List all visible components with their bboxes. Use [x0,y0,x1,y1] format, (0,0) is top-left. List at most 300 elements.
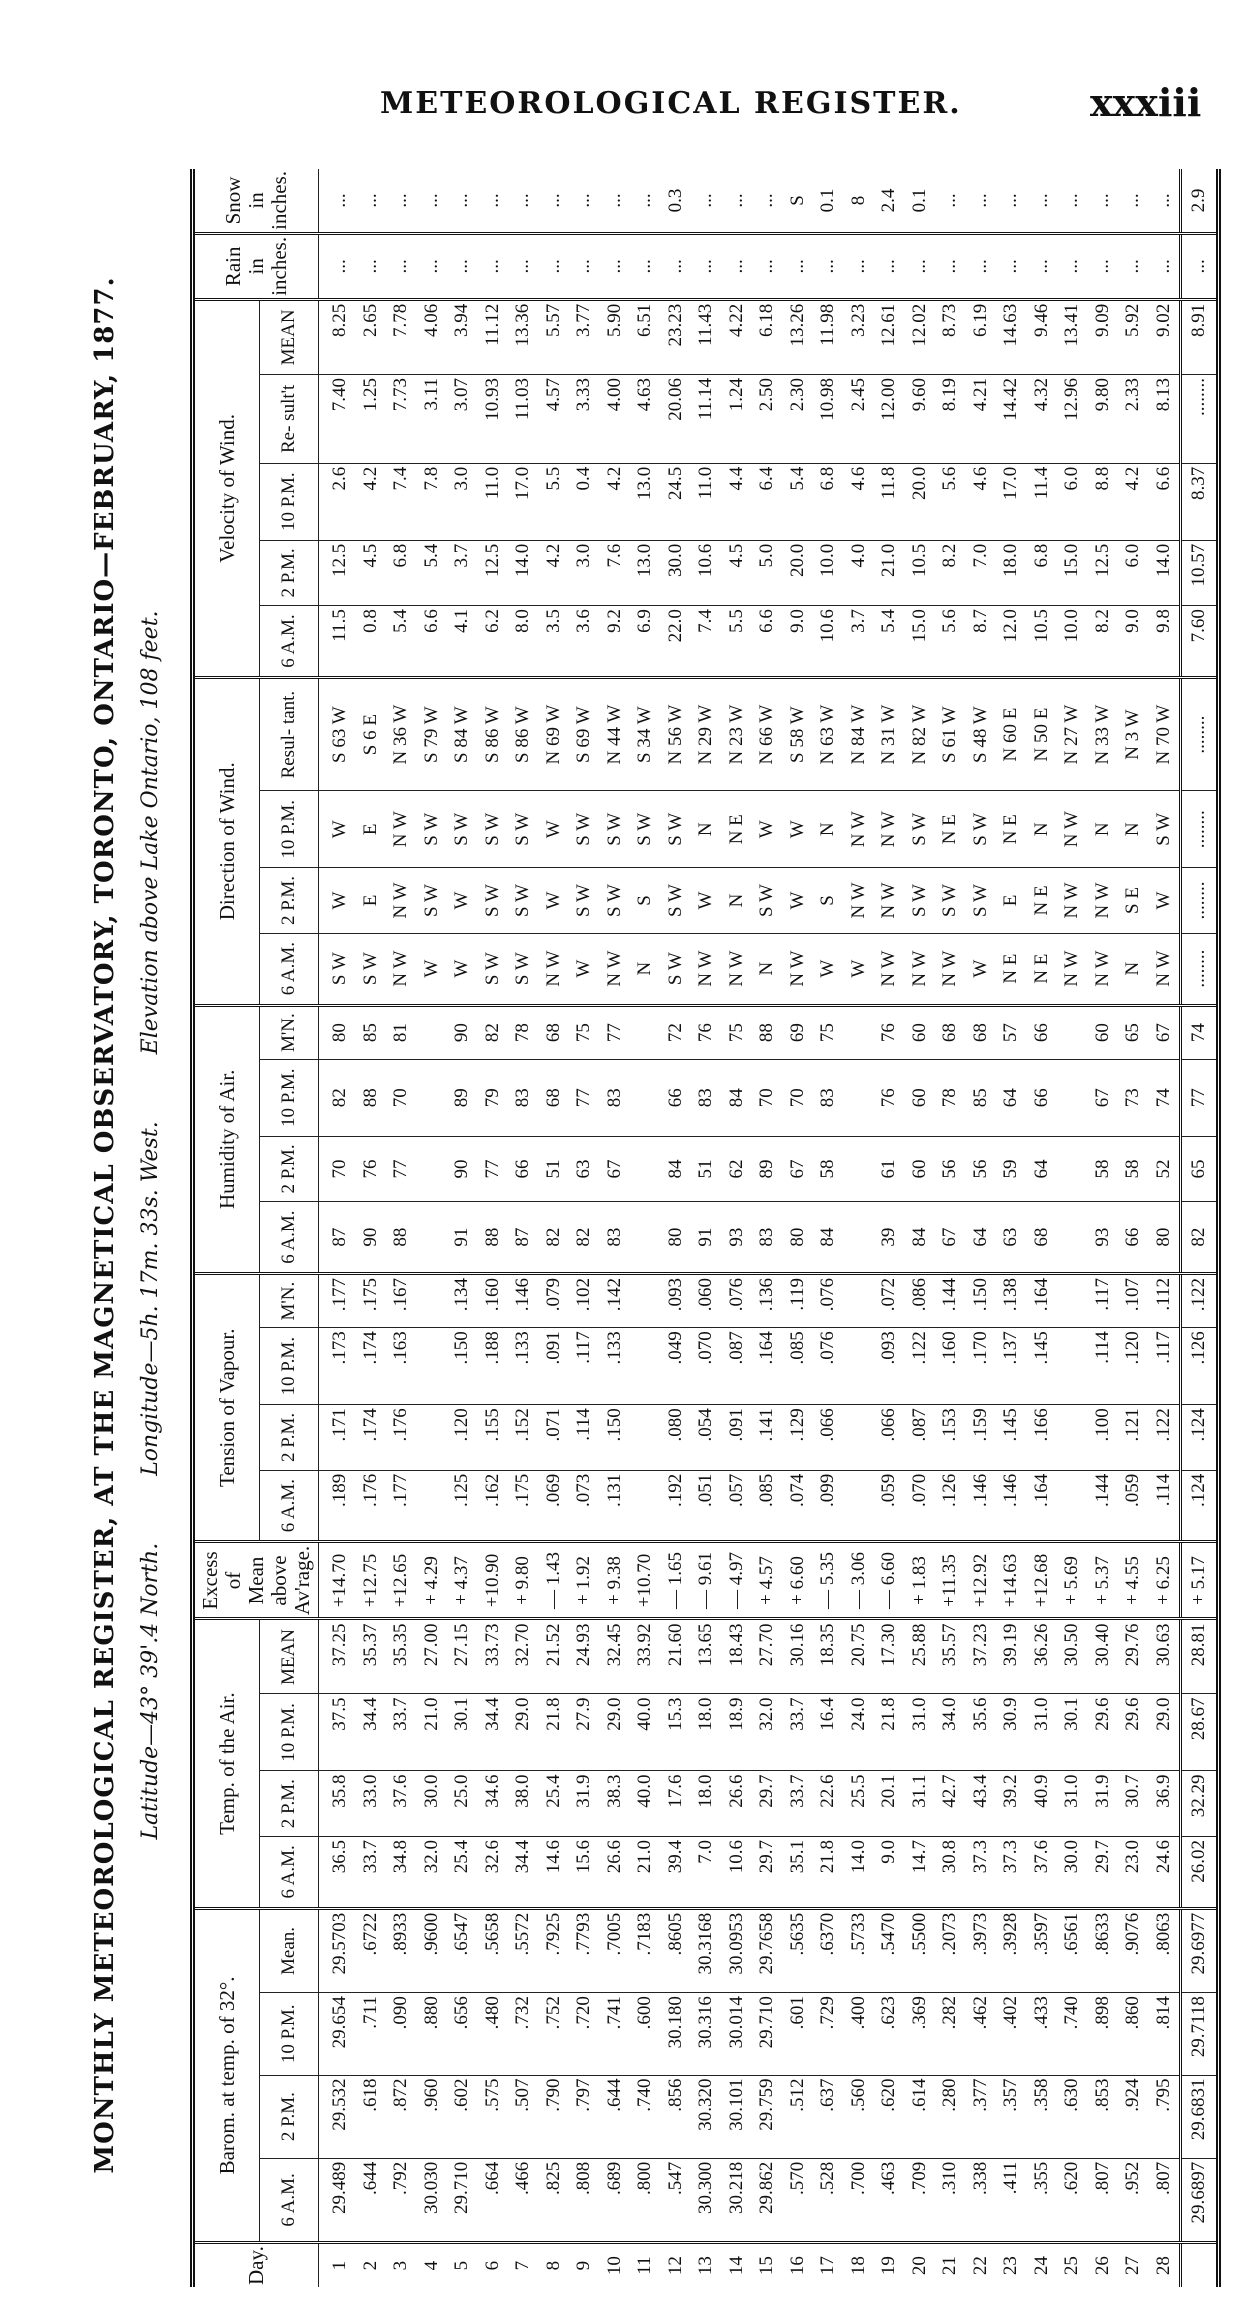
data-cell: .6547 [447,1908,478,1992]
day-cell: 13 [695,2256,717,2276]
data-cell: 75 [722,1005,753,1059]
data-cell: W [844,933,875,1005]
data-cell: W [691,868,722,933]
data-cell: W [447,868,478,933]
data-cell: 21.0 [630,1836,661,1908]
data-cell: 34.8 [386,1836,417,1908]
data-cell [417,1202,448,1274]
day-cell: 7 [512,2260,534,2271]
vel-6am: 6 A.M. [260,606,319,678]
data-cell: 24.5 [661,463,692,540]
data-cell: ... [319,169,356,233]
data-cell: 33.73 [478,1619,509,1694]
total-cell: 77 [1181,1059,1219,1136]
data-cell: 9.60 [905,374,936,463]
data-cell: .358 [1027,2075,1058,2158]
data-cell [844,1328,875,1405]
data-cell: .872 [386,2075,417,2158]
table-row [722,169,753,2287]
data-cell: 8.19 [935,374,966,463]
data-cell: .059 [874,1470,905,1542]
data-cell: .091 [722,1405,753,1470]
data-cell: S W [966,791,997,868]
data-cell: .057 [722,1470,753,1542]
data-cell: 75 [813,1005,844,1059]
data-cell: .433 [1027,1993,1058,2075]
data-cell: 68 [539,1059,570,1136]
data-cell: 4.22 [722,299,753,374]
data-cell: 3.77 [569,299,600,374]
data-cell: ... [478,169,509,233]
data-cell: 35.57 [935,1619,966,1694]
data-cell: .091 [539,1328,570,1405]
data-cell: 37.3 [996,1836,1027,1908]
data-cell: 29.5703 [319,1908,356,1992]
data-cell: ... [813,233,844,299]
data-cell: S W [600,868,631,933]
data-cell: 3.0 [569,540,600,605]
data-cell: .176 [356,1470,387,1542]
day-cell: 19 [878,2256,900,2276]
data-cell: ... [1088,233,1119,299]
data-cell: 30.7 [1118,1771,1149,1836]
data-cell: .808 [569,2158,600,2242]
table-row [417,169,448,2287]
data-cell: N W [874,791,905,868]
data-cell: 2.50 [752,374,783,463]
data-cell: 3.11 [417,374,448,463]
data-cell: 70 [386,1059,417,1136]
data-cell: 40.0 [630,1771,661,1836]
table-row [1118,169,1149,2287]
data-cell: 67 [1149,1005,1181,1059]
vap-6am: 6 A.M. [260,1470,319,1542]
table-row [691,169,722,2287]
data-cell: 0.3 [661,169,692,233]
data-cell: 7.4 [386,463,417,540]
data-cell: S 48 W [966,677,997,790]
day-cell: 26 [1091,2256,1113,2276]
day-cell: 16 [786,2256,808,2276]
data-cell: 80 [661,1202,692,1274]
data-cell: .119 [783,1274,814,1328]
data-cell: S W [478,933,509,1005]
data-cell: 14.42 [996,374,1027,463]
data-cell: +14.70 [319,1542,356,1619]
data-cell: 30.014 [722,1993,753,2075]
data-cell: 67 [935,1202,966,1274]
group-excess: Excess of Mean above Av'rage. [193,1542,319,1619]
table-row [600,169,631,2287]
data-cell: 35.35 [386,1619,417,1694]
data-cell: 64 [966,1202,997,1274]
total-cell: 29.6897 [1181,2158,1219,2242]
data-cell: 68 [539,1005,570,1059]
data-cell: .164 [1027,1274,1058,1328]
data-cell: .087 [722,1328,753,1405]
elevation: Elevation above Lake Ontario, 108 feet. [138,610,163,1055]
data-cell: 85 [966,1059,997,1136]
data-cell: S W [661,868,692,933]
temp-6am: 6 A.M. [260,1836,319,1908]
data-cell: N W [1149,933,1181,1005]
data-cell: 7.73 [386,374,417,463]
data-cell: 7.6 [600,540,631,605]
total-cell: 10.57 [1181,540,1219,605]
data-cell: 67 [783,1136,814,1201]
data-cell: .3928 [996,1908,1027,1992]
data-cell: + 9.80 [508,1542,539,1619]
hum-6am: 6 A.M. [260,1202,319,1274]
data-cell: 52 [1149,1136,1181,1201]
data-cell: 39.2 [996,1771,1027,1836]
data-cell: 25.5 [844,1771,875,1836]
data-cell: 21.8 [874,1694,905,1771]
data-cell: .146 [966,1470,997,1542]
data-cell: .711 [356,1993,387,2075]
total-cell: ........ [1181,791,1219,868]
data-cell: 91 [447,1202,478,1274]
data-cell: 5.4 [783,463,814,540]
running-head: METEOROLOGICAL REGISTER. [380,86,962,121]
data-cell: 82 [319,1059,356,1136]
data-cell: 89 [447,1059,478,1136]
data-cell: .080 [661,1405,692,1470]
data-cell: 9.46 [1027,299,1058,374]
data-cell: ... [783,233,814,299]
data-cell: 37.3 [966,1836,997,1908]
data-cell: .188 [478,1328,509,1405]
data-cell: 15.3 [661,1694,692,1771]
data-cell: 30.030 [417,2158,448,2242]
data-cell: 24.0 [844,1694,875,1771]
barom-2pm: 2 P.M. [260,2075,319,2158]
data-cell: .070 [905,1470,936,1542]
data-cell: .6722 [356,1908,387,1992]
data-cell: ... [752,233,783,299]
data-cell: .338 [966,2158,997,2242]
total-cell: 2.9 [1181,169,1219,233]
data-cell: 14.0 [508,540,539,605]
data-cell: S W [478,868,509,933]
data-cell: .369 [905,1993,936,2075]
data-cell: ... [447,169,478,233]
table-row [874,169,905,2287]
data-cell: .176 [386,1405,417,1470]
total-cell: 28.81 [1181,1619,1219,1694]
data-cell: .792 [386,2158,417,2242]
data-cell [417,1136,448,1201]
data-cell: 33.7 [356,1836,387,1908]
table-row [319,169,356,2287]
data-cell [844,1274,875,1328]
table-row [447,169,478,2287]
data-cell: .073 [569,1470,600,1542]
data-cell: .7005 [600,1908,631,1992]
data-cell: .5470 [874,1908,905,1992]
data-cell: 4.63 [630,374,661,463]
vel-10pm: 10 P.M. [260,463,319,540]
data-cell: 5.0 [752,540,783,605]
data-cell: N 3 W [1118,677,1149,790]
data-cell: 17.6 [661,1771,692,1836]
data-cell: 88 [356,1059,387,1136]
day-cell: 3 [390,2260,412,2271]
data-cell [630,1470,661,1542]
data-cell: 76 [874,1005,905,1059]
data-cell: 81 [386,1005,417,1059]
data-cell: 35.6 [966,1694,997,1771]
data-cell: 85 [356,1005,387,1059]
data-cell: 3.7 [844,606,875,678]
data-cell: 14.0 [1149,540,1181,605]
data-cell: +12.92 [966,1542,997,1619]
data-cell: S W [661,933,692,1005]
data-cell: 6.8 [813,463,844,540]
data-cell: 6.8 [386,540,417,605]
data-cell [630,1405,661,1470]
data-cell: N [1118,791,1149,868]
data-cell: 12.5 [1088,540,1119,605]
data-cell: 4.32 [1027,374,1058,463]
total-cell: 8.91 [1181,299,1219,374]
data-cell: 31.9 [1088,1771,1119,1836]
data-cell: + 5.37 [1088,1542,1119,1619]
data-cell: .189 [319,1470,356,1542]
data-cell [630,1136,661,1201]
data-cell: .170 [966,1328,997,1405]
data-cell: N W [874,933,905,1005]
data-cell: N [1118,933,1149,1005]
data-cell: ... [691,233,722,299]
data-cell: 6.2 [478,606,509,678]
data-cell: .102 [569,1274,600,1328]
day-cell: 8 [542,2260,564,2271]
data-cell: N 50 E [1027,677,1058,790]
data-cell: 26.6 [600,1836,631,1908]
data-cell: 68 [966,1005,997,1059]
page-number: xxxiii [1090,80,1202,125]
group-direction: Direction of Wind. [193,677,260,1005]
data-cell: +10.90 [478,1542,509,1619]
data-cell: 12.0 [996,606,1027,678]
data-cell: 9.09 [1088,299,1119,374]
data-cell: .8633 [1088,1908,1119,1992]
data-cell [630,1059,661,1136]
data-cell: N W [1088,933,1119,1005]
data-cell: 20.1 [874,1771,905,1836]
data-cell: + 4.55 [1118,1542,1149,1619]
data-cell: 29.7 [752,1771,783,1836]
temp-2pm: 2 P.M. [260,1771,319,1836]
data-cell: 77 [478,1136,509,1201]
data-cell: ... [508,169,539,233]
data-cell: .6370 [813,1908,844,1992]
data-cell: W [783,868,814,933]
group-vapour: Tension of Vapour. [193,1274,260,1542]
data-cell: .117 [1088,1274,1119,1328]
data-cell: S 58 W [783,677,814,790]
data-cell: N W [783,933,814,1005]
data-cell: 29.6 [1118,1694,1149,1771]
vel-2pm: 2 P.M. [260,540,319,605]
data-cell: 76 [691,1005,722,1059]
register-table [190,169,1221,2287]
table-row [752,169,783,2287]
data-cell: 20.0 [905,463,936,540]
data-cell: ... [386,233,417,299]
data-cell: .700 [844,2158,875,2242]
data-cell: .122 [905,1328,936,1405]
data-cell: 83 [508,1059,539,1136]
total-cell: 28.67 [1181,1694,1219,1771]
data-cell: S W [905,791,936,868]
data-cell: 17.0 [508,463,539,540]
data-cell: ... [356,169,387,233]
data-cell: 30.320 [691,2075,722,2158]
data-cell: .171 [319,1405,356,1470]
data-cell [417,1274,448,1328]
data-cell: 7.0 [691,1836,722,1908]
data-cell: 75 [569,1005,600,1059]
data-cell: 5.92 [1118,299,1149,374]
data-cell: 11.0 [691,463,722,540]
data-cell: ... [966,169,997,233]
data-cell: ... [319,233,356,299]
data-cell: 66 [1118,1202,1149,1274]
data-cell: 68 [1027,1202,1058,1274]
data-cell: 5.5 [539,463,570,540]
data-cell: 88 [386,1202,417,1274]
data-cell: .402 [996,1993,1027,2075]
day-cell: 9 [573,2260,595,2271]
data-cell: .547 [661,2158,692,2242]
data-cell: 63 [996,1202,1027,1274]
data-cell: 40.0 [630,1694,661,1771]
data-cell: .924 [1118,2075,1149,2158]
data-cell: 34.0 [935,1694,966,1771]
total-cell: ........ [1181,868,1219,933]
data-cell: 3.6 [569,606,600,678]
data-cell: W [417,933,448,1005]
data-cell: 1.24 [722,374,753,463]
data-cell: .7793 [569,1908,600,1992]
data-cell: +12.65 [386,1542,417,1619]
data-cell: 66 [1027,1005,1058,1059]
data-cell: 18.0 [996,540,1027,605]
table-row [661,169,692,2287]
data-cell: .282 [935,1993,966,2075]
data-cell: 34.4 [356,1694,387,1771]
data-cell: 14.6 [539,1836,570,1908]
data-cell: 11.8 [874,463,905,540]
data-cell: .463 [874,2158,905,2242]
data-cell: 21.8 [539,1694,570,1771]
data-cell: 37.23 [966,1619,997,1694]
data-cell: 34.4 [508,1836,539,1908]
data-cell: 34.6 [478,1771,509,1836]
data-cell [630,1328,661,1405]
data-cell: .164 [1027,1470,1058,1542]
data-cell: 89 [752,1136,783,1201]
data-cell: 57 [996,1005,1027,1059]
data-cell: 35.8 [319,1771,356,1836]
data-cell: .462 [966,1993,997,2075]
vap-2pm: 2 P.M. [260,1405,319,1470]
data-cell: 32.0 [417,1836,448,1908]
data-cell: 10.0 [813,540,844,605]
data-cell: ... [478,233,509,299]
data-cell: 59 [996,1136,1027,1201]
data-cell: 20.06 [661,374,692,463]
data-cell [1057,1059,1088,1136]
data-cell: .512 [783,2075,814,2158]
data-cell: .732 [508,1993,539,2075]
data-cell: 12.5 [478,540,509,605]
hum-mean: M'N. [260,1005,319,1059]
data-cell: 22.0 [661,606,692,678]
data-cell: S W [478,791,509,868]
data-cell: 34.4 [478,1694,509,1771]
data-cell: 29.710 [752,1993,783,2075]
longitude: Longitude—5h. 17m. 33s. West. [138,1121,163,1476]
data-cell: — 1.43 [539,1542,570,1619]
data-cell: .952 [1118,2158,1149,2242]
data-cell: 83 [691,1059,722,1136]
data-cell: 66 [661,1059,692,1136]
data-cell: S W [508,791,539,868]
data-cell: .069 [539,1470,570,1542]
data-cell: .066 [813,1405,844,1470]
data-cell: 4.2 [600,463,631,540]
data-cell: 11.5 [319,606,356,678]
vel-resultant: Re- sult't [260,374,319,463]
data-cell: 30.1 [447,1694,478,1771]
data-cell: ... [996,233,1027,299]
data-cell: .807 [1088,2158,1119,2242]
data-cell: .280 [935,2075,966,2158]
data-cell: 6.8 [1027,540,1058,605]
data-cell: .162 [478,1470,509,1542]
day-cell: 24 [1030,2256,1052,2276]
data-cell: 30.101 [722,2075,753,2158]
data-cell: .3973 [966,1908,997,1992]
data-cell: N E [996,933,1027,1005]
data-cell: .5658 [478,1908,509,1992]
data-cell: + 6.25 [1149,1542,1181,1619]
data-cell [630,1005,661,1059]
data-cell: 58 [813,1136,844,1201]
data-cell: 29.6 [1088,1694,1119,1771]
total-cell: + 5.17 [1181,1542,1219,1619]
day-cell: 21 [939,2256,961,2276]
data-cell: ... [1118,233,1149,299]
data-cell: S W [1149,791,1181,868]
data-cell: 30.1 [1057,1694,1088,1771]
data-cell: ... [1118,169,1149,233]
data-cell: N [1088,791,1119,868]
data-cell: .085 [752,1470,783,1542]
data-cell: 3.94 [447,299,478,374]
data-cell: .644 [356,2158,387,2242]
data-cell: 29.0 [600,1694,631,1771]
data-cell: 2.30 [783,374,814,463]
data-cell: N 84 W [844,677,875,790]
data-cell: .136 [752,1274,783,1328]
group-temperature: Temp. of the Air. [193,1619,260,1908]
hum-10pm: 10 P.M. [260,1059,319,1136]
data-cell: .079 [539,1274,570,1328]
